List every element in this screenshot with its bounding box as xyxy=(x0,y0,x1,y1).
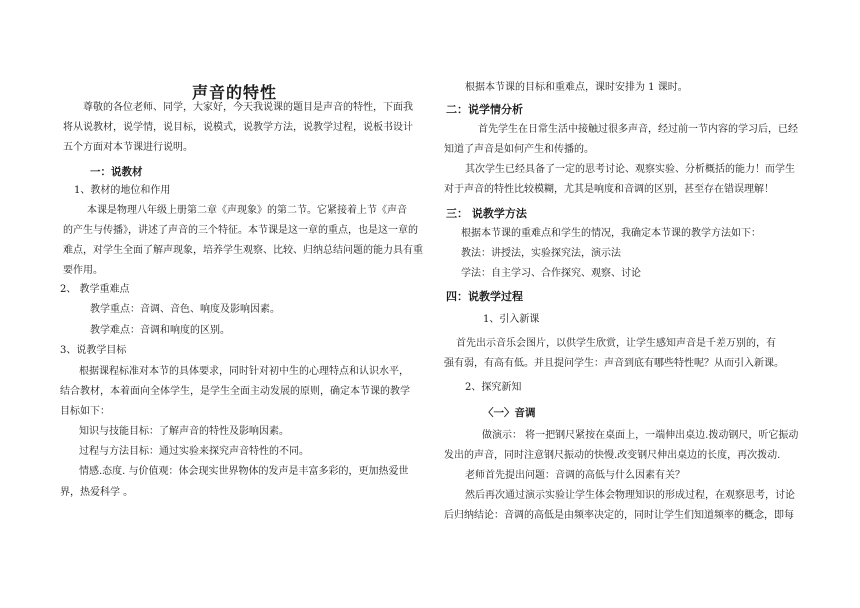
paragraph-line: 然后再次通过演示实验让学生体会物理知识的形成过程，在观察思考，讨论 xyxy=(465,490,795,501)
subheading: 1、引入新课 xyxy=(483,314,540,325)
paragraph-line: 要作用。 xyxy=(63,265,103,276)
paragraph-line: 强有弱，有高有低。并且提问学生：声音到底有哪些特性呢？从而引入新课。 xyxy=(444,358,784,369)
goal-process: 过程与方法目标：通过实验来探究声音特性的不同。 xyxy=(79,446,309,457)
subsection-heading-pitch: 〈一〉音调 xyxy=(483,407,536,419)
section-heading-students: 二：说学情分析 xyxy=(446,103,523,116)
page-title: 声音的特性 xyxy=(192,83,278,102)
learning-method: 学法：自主学习、合作探究、观察、讨论 xyxy=(461,268,641,279)
intro-line: 五个方面对本节课进行说明。 xyxy=(63,142,193,153)
goal-emotion: 情感.态度. 与价值观：体会现实世界物体的发声是丰富多彩的，更加热爱世 xyxy=(79,466,409,477)
key-point: 教学重点：音调、音色、响度及影响因素。 xyxy=(90,304,280,315)
paragraph-line: 根据本节课的目标和重难点，课时安排为 1 课时。 xyxy=(465,82,688,93)
subheading: 1、教材的地位和作用 xyxy=(74,185,171,196)
goal-emotion: 界，热爱科学 。 xyxy=(60,487,134,498)
section-heading-methods: 三： 说教学方法 xyxy=(446,207,527,220)
paragraph-line: 发出的声音，同时注意钢尺振动的快慢.改变钢尺伸出桌边的长度，再次拨动. xyxy=(444,450,781,461)
paragraph-line: 首先学生在日常生活中接触过很多声音，经过前一节内容的学习后，已经 xyxy=(478,124,798,135)
subheading: 3、说教学目标 xyxy=(60,345,127,356)
paragraph-line: 目标如下： xyxy=(60,406,110,417)
teaching-method: 教法：讲授法，实验探究法，演示法 xyxy=(461,248,621,259)
paragraph-line: 根据本节课的重难点和学生的情况，我确定本节课的教学方法如下： xyxy=(461,228,761,239)
difficult-point: 教学难点：音调和响度的区别。 xyxy=(90,325,230,336)
paragraph-line: 的产生与传播》，讲述了声音的三个特征。本节课是这一章的重点，也是这一章的 xyxy=(63,225,418,236)
paragraph-line: 老师首先提出问题：音调的高低与什么因素有关？ xyxy=(465,470,685,481)
paragraph-line: 首先出示音乐会图片，以供学生欣赏，让学生感知声音是千差万别的，有 xyxy=(456,338,776,349)
section-heading-textbook: 一：说教材 xyxy=(90,166,143,178)
paragraph-line: 根据课程标准对本节的具体要求，同时针对初中生的心理特点和认识水平， xyxy=(79,366,409,377)
paragraph-line: 做演示： 将一把钢尺紧按在桌面上，一端伸出桌边.拨动钢尺，听它振动 xyxy=(482,430,799,441)
goal-knowledge: 知识与技能目标：了解声音的特性及影响因素。 xyxy=(79,426,289,437)
paragraph-line: 对于声音的特性比较模糊，尤其是响度和音调的区别，甚至存在错误理解！ xyxy=(444,184,774,195)
intro-line: 尊敬的各位老师、同学，大家好，今天我说课的题目是声音的特性，下面我 xyxy=(83,102,413,113)
intro-line: 将从说教材，说学情，说目标，说模式，说教学方法，说教学过程，说板书设计 xyxy=(63,122,413,133)
paragraph-line: 知道了声音是如何产生和传播的。 xyxy=(444,144,594,155)
paragraph-line: 其次学生已经具备了一定的思考讨论、观察实验、分析概括的能力！而学生 xyxy=(465,164,795,175)
paragraph-line: 结合教材，本着面向全体学生，是学生全面主动发展的原则，确定本节课的教学 xyxy=(60,386,410,397)
subheading: 2、 教学重难点 xyxy=(60,284,130,295)
paragraph-line: 后归纳结论：音调的高低是由频率决定的，同时让学生们知道频率的概念，即每 xyxy=(444,510,794,521)
section-heading-process: 四：说教学过程 xyxy=(446,290,523,303)
paragraph-line: 本课是物理八年级上册第二章《声现象》的第二节。它紧接着上节《声音 xyxy=(87,205,407,216)
paragraph-line: 难点，对学生全面了解声现象，培养学生观察、比较、归纳总结问题的能力具有重 xyxy=(63,245,423,256)
subheading: 2、探究新知 xyxy=(465,382,522,393)
